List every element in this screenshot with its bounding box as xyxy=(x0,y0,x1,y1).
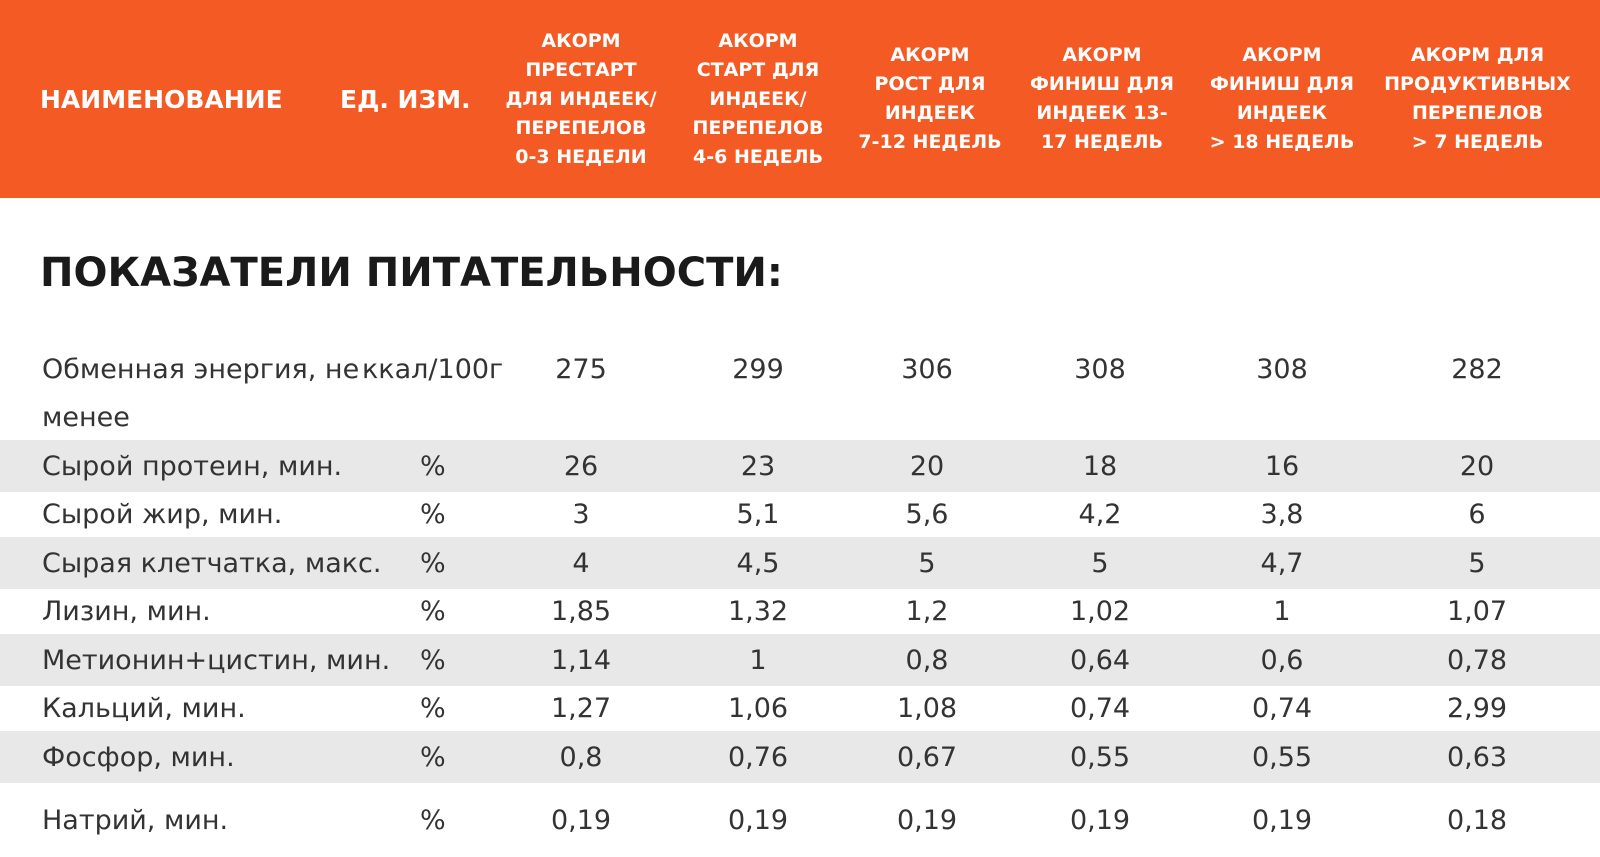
row-value: 0,8 xyxy=(905,644,949,676)
row-value: 306 xyxy=(901,354,953,385)
row-value: 20 xyxy=(909,450,945,482)
row-value: 0,18 xyxy=(1446,804,1508,836)
header-product-4: АКОРМ ФИНИШ ДЛЯ ИНДЕЕК 13- 17 НЕДЕЛЬ xyxy=(1030,44,1174,153)
row-value: 23 xyxy=(740,450,776,482)
row-unit: ккал/100г xyxy=(362,354,504,385)
table-row xyxy=(0,340,1600,440)
table-header xyxy=(0,0,1600,198)
row-value: 18 xyxy=(1082,450,1118,482)
row-value: 1,02 xyxy=(1069,596,1131,627)
row-value: 0,19 xyxy=(1069,804,1131,836)
row-value: 0,19 xyxy=(550,804,612,836)
row-unit: % xyxy=(420,596,446,627)
header-product-6: АКОРМ ДЛЯ ПРОДУКТИВНЫХ ПЕРЕПЕЛОВ > 7 НЕДЕЛЬ xyxy=(1384,44,1571,153)
row-value: 1,08 xyxy=(896,693,958,724)
row-value: 1,14 xyxy=(550,644,612,676)
row-value: 0,55 xyxy=(1251,741,1313,773)
section-title: ПОКАЗАТЕЛИ ПИТАТЕЛЬНОСТИ: xyxy=(40,250,783,296)
row-value: 0,6 xyxy=(1260,644,1304,676)
table-row xyxy=(0,440,1600,492)
row-value: 4,2 xyxy=(1078,499,1122,530)
row-value: 3,8 xyxy=(1260,499,1304,530)
row-value: 308 xyxy=(1256,354,1308,385)
row-value: 1,32 xyxy=(727,596,789,627)
row-value: 5 xyxy=(918,547,936,579)
row-value: 5,1 xyxy=(736,499,780,530)
row-value: 2,99 xyxy=(1446,693,1508,724)
row-value: 1 xyxy=(1273,596,1291,627)
row-unit: % xyxy=(420,450,446,482)
row-value: 0,19 xyxy=(1251,804,1313,836)
row-name: Лизин, мин. xyxy=(42,596,211,627)
table-row xyxy=(0,537,1600,589)
row-name: Кальций, мин. xyxy=(42,693,246,724)
row-value: 1,85 xyxy=(550,596,612,627)
table-row xyxy=(0,783,1600,857)
row-value: 1,07 xyxy=(1446,596,1508,627)
row-unit: % xyxy=(420,741,446,773)
row-value: 0,19 xyxy=(896,804,958,836)
row-name: Сырой протеин, мин. xyxy=(42,450,343,482)
row-value: 0,64 xyxy=(1069,644,1131,676)
header-product-3: АКОРМ РОСТ ДЛЯ ИНДЕЕК 7-12 НЕДЕЛЬ xyxy=(858,44,1002,153)
table-row xyxy=(0,634,1600,686)
row-value: 4 xyxy=(572,547,590,579)
row-value: 0,63 xyxy=(1446,741,1508,773)
row-value: 0,74 xyxy=(1251,693,1313,724)
row-value: 4,5 xyxy=(736,547,780,579)
header-product-2: АКОРМ СТАРТ ДЛЯ ИНДЕЕК/ ПЕРЕПЕЛОВ 4-6 НЕДЕЛЬ xyxy=(692,29,824,168)
row-value: 5 xyxy=(1468,547,1486,579)
row-value: 16 xyxy=(1264,450,1300,482)
table-row xyxy=(0,589,1600,634)
row-value: 0,74 xyxy=(1069,693,1131,724)
row-value: 5,6 xyxy=(905,499,949,530)
row-value: 0,55 xyxy=(1069,741,1131,773)
row-value: 26 xyxy=(563,450,599,482)
row-value: 282 xyxy=(1451,354,1503,385)
table-row xyxy=(0,731,1600,783)
row-value: 1,06 xyxy=(727,693,789,724)
row-unit: % xyxy=(420,804,446,836)
row-value: 4,7 xyxy=(1260,547,1304,579)
row-name: Фосфор, мин. xyxy=(42,741,235,773)
row-value: 308 xyxy=(1074,354,1126,385)
header-unit-label: ЕД. ИЗМ. xyxy=(340,84,471,114)
header-name-label: НАИМЕНОВАНИЕ xyxy=(40,84,283,114)
row-value: 1,2 xyxy=(905,596,949,627)
row-name: Сырая клетчатка, макс. xyxy=(42,547,382,579)
row-value: 0,67 xyxy=(896,741,958,773)
row-value: 0,8 xyxy=(559,741,603,773)
row-name: Обменная энергия, не менее xyxy=(42,354,360,433)
header-product-1: АКОРМ ПРЕСТАРТ ДЛЯ ИНДЕЕК/ ПЕРЕПЕЛОВ 0-3 НЕДЕЛИ xyxy=(505,29,657,168)
header-product-5: АКОРМ ФИНИШ ДЛЯ ИНДЕЕК > 18 НЕДЕЛЬ xyxy=(1209,44,1355,153)
row-name: Метионин+цистин, мин. xyxy=(42,644,391,676)
row-name: Натрий, мин. xyxy=(42,804,229,836)
row-value: 299 xyxy=(732,354,784,385)
row-value: 0,78 xyxy=(1446,644,1508,676)
row-value: 0,19 xyxy=(727,804,789,836)
row-unit: % xyxy=(420,693,446,724)
row-value: 1,27 xyxy=(550,693,612,724)
row-value: 0,76 xyxy=(727,741,789,773)
row-value: 3 xyxy=(572,499,590,530)
row-unit: % xyxy=(420,547,446,579)
row-value: 20 xyxy=(1459,450,1495,482)
row-value: 275 xyxy=(555,354,607,385)
row-unit: % xyxy=(420,644,446,676)
row-value: 5 xyxy=(1091,547,1109,579)
row-value: 6 xyxy=(1468,499,1486,530)
row-unit: % xyxy=(420,499,446,530)
row-value: 1 xyxy=(749,644,767,676)
table-row xyxy=(0,686,1600,731)
row-name: Сырой жир, мин. xyxy=(42,499,283,530)
table-row xyxy=(0,492,1600,537)
